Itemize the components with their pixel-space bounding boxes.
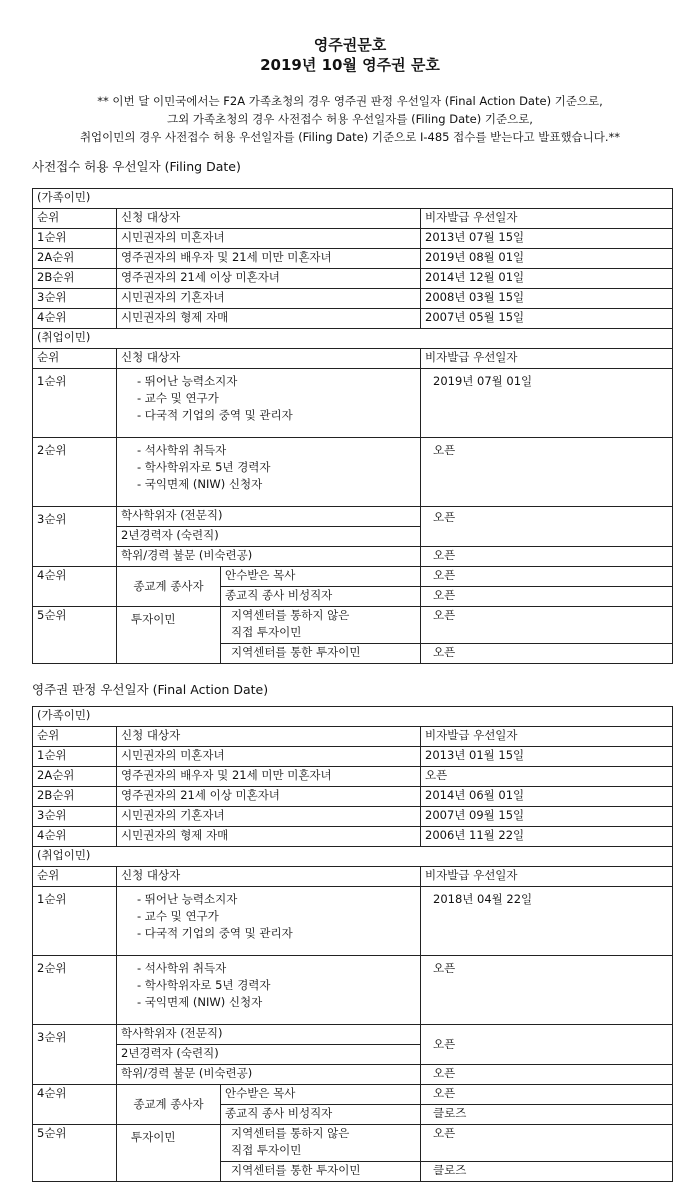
target-line-1: 지역센터를 통하지 않은 — [231, 608, 350, 622]
col-target-header: 신청 대상자 — [117, 349, 421, 369]
group-cell: 종교계 종사자 — [117, 1085, 221, 1125]
target-cell: 학위/경력 불문 (비숙련공) — [117, 547, 421, 567]
col-target-header: 신청 대상자 — [117, 209, 421, 229]
target-cell — [221, 1125, 421, 1162]
filing-section-title: 사전접수 허용 우선일자 (Filing Date) — [32, 159, 241, 174]
date-cell: 오픈 — [421, 587, 673, 607]
rank-cell: 3순위 — [33, 507, 117, 567]
col-target-header: 신청 대상자 — [117, 727, 421, 747]
group-cell: 종교계 종사자 — [117, 567, 221, 607]
date-cell: 2013년 07월 15일 — [421, 229, 673, 249]
target-cell: 영주권자의 21세 이상 미혼자녀 — [117, 269, 421, 289]
target-cell: 시민권자의 미혼자녀 — [117, 229, 421, 249]
notice-line-3: 취업이민의 경우 사전접수 허용 우선일자를 (Filing Date) 기준으로 I-485 접수를 받는다고 발표했습니다.** — [79, 130, 621, 144]
table-row — [33, 289, 673, 309]
list-item: - 다국적 기업의 중역 및 관리자 — [137, 408, 293, 422]
list-item: - 교수 및 연구가 — [137, 391, 219, 405]
date-cell: 오픈 — [421, 644, 673, 664]
target-cell: 영주권자의 배우자 및 21세 미만 미혼자녀 — [117, 249, 421, 269]
table-row — [33, 747, 673, 767]
target-cell: 안수받은 목사 — [221, 1085, 421, 1105]
col-rank-header: 순위 — [33, 867, 117, 887]
rank-cell: 1순위 — [33, 369, 117, 438]
date-cell: 2014년 12월 01일 — [421, 269, 673, 289]
date-cell: 오픈 — [421, 547, 673, 567]
rank-cell: 3순위 — [33, 1025, 117, 1085]
table-row — [33, 887, 673, 956]
table-row — [33, 309, 673, 329]
table-row — [33, 956, 673, 1025]
target-cell — [221, 607, 421, 644]
target-cell — [117, 887, 421, 956]
list-item: - 국익면제 (NIW) 신청자 — [137, 995, 263, 1009]
rank-cell: 3순위 — [33, 289, 117, 309]
target-cell: 지역센터를 통한 투자이민 — [221, 644, 421, 664]
target-cell — [117, 956, 421, 1025]
final-section-title: 영주권 판정 우선일자 (Final Action Date) — [32, 682, 269, 697]
date-cell: 2018년 04월 22일 — [421, 887, 673, 956]
date-cell: 2014년 06월 01일 — [421, 787, 673, 807]
target-cell: 시민권자의 미혼자녀 — [117, 747, 421, 767]
list-item: - 석사학위 취득자 — [137, 961, 227, 975]
target-cell: 영주권자의 21세 이상 미혼자녀 — [117, 787, 421, 807]
target-cell: 2년경력자 (숙련직) — [117, 527, 421, 547]
rank-cell: 1순위 — [33, 229, 117, 249]
date-cell: 오픈 — [421, 1085, 673, 1105]
table-row — [33, 1025, 673, 1045]
date-cell: 2006년 11월 22일 — [421, 827, 673, 847]
date-cell: 오픈 — [421, 1025, 673, 1065]
notice-text — [0, 92, 700, 146]
target-cell: 시민권자의 기혼자녀 — [117, 807, 421, 827]
date-cell: 2007년 05월 15일 — [421, 309, 673, 329]
final-table — [32, 706, 673, 1182]
list-item: - 교수 및 연구가 — [137, 909, 219, 923]
table-row — [33, 1085, 673, 1105]
notice-line-2: 그외 가족초청의 경우 사전접수 허용 우선일자를 (Filing Date) 기준으로, — [167, 112, 533, 126]
family-section-label: (가족이민) — [33, 707, 673, 727]
group-cell: 투자이민 — [117, 1125, 221, 1182]
target-cell: 영주권자의 배우자 및 21세 미만 미혼자녀 — [117, 767, 421, 787]
date-cell: 오픈 — [421, 567, 673, 587]
employment-section-label: (취업이민) — [33, 329, 673, 349]
table-row — [33, 827, 673, 847]
rank-cell: 4순위 — [33, 309, 117, 329]
notice-line-1: ** 이번 달 이민국에서는 F2A 가족초청의 경우 영주권 판정 우선일자 (Final Action Date) 기준으로, — [97, 94, 603, 108]
target-line-2: 직접 투자이민 — [231, 1143, 302, 1157]
family-section-label: (가족이민) — [33, 189, 673, 209]
col-date-header: 비자발급 우선일자 — [421, 349, 673, 369]
employment-section-label: (취업이민) — [33, 847, 673, 867]
col-rank-header: 순위 — [33, 727, 117, 747]
target-cell — [117, 369, 421, 438]
table-row — [33, 547, 673, 567]
filing-table — [32, 188, 673, 664]
table-row — [33, 787, 673, 807]
date-cell: 오픈 — [421, 1065, 673, 1085]
date-cell: 오픈 — [421, 956, 673, 1025]
target-cell: 지역센터를 통한 투자이민 — [221, 1162, 421, 1182]
date-cell: 2019년 08월 01일 — [421, 249, 673, 269]
table-row — [33, 607, 673, 644]
col-rank-header: 순위 — [33, 349, 117, 369]
rank-cell: 4순위 — [33, 827, 117, 847]
target-cell: 안수받은 목사 — [221, 567, 421, 587]
rank-cell: 2B순위 — [33, 787, 117, 807]
rank-cell: 2순위 — [33, 956, 117, 1025]
table-row — [33, 567, 673, 587]
date-cell: 2013년 01월 15일 — [421, 747, 673, 767]
rank-cell: 2순위 — [33, 438, 117, 507]
table-row — [33, 807, 673, 827]
target-cell: 학사학위자 (전문직) — [117, 507, 421, 527]
date-cell: 오픈 — [421, 507, 673, 547]
date-cell: 2007년 09월 15일 — [421, 807, 673, 827]
rank-cell: 3순위 — [33, 807, 117, 827]
target-line-2: 직접 투자이민 — [231, 625, 302, 639]
col-date-header: 비자발급 우선일자 — [421, 867, 673, 887]
date-cell: 오픈 — [421, 607, 673, 644]
col-rank-header: 순위 — [33, 209, 117, 229]
rank-cell: 2B순위 — [33, 269, 117, 289]
target-cell — [117, 438, 421, 507]
target-cell: 2년경력자 (숙련직) — [117, 1045, 421, 1065]
table-row — [33, 507, 673, 527]
table-row — [33, 269, 673, 289]
date-cell: 2008년 03월 15일 — [421, 289, 673, 309]
table-row — [33, 438, 673, 507]
target-line-1: 지역센터를 통하지 않은 — [231, 1126, 350, 1140]
table-row — [33, 1125, 673, 1162]
group-cell: 투자이민 — [117, 607, 221, 664]
target-cell: 학위/경력 불문 (비숙련공) — [117, 1065, 421, 1085]
table-row — [33, 767, 673, 787]
list-item: - 다국적 기업의 중역 및 관리자 — [137, 926, 293, 940]
rank-cell: 2A순위 — [33, 767, 117, 787]
list-item: - 뛰어난 능력소지자 — [137, 374, 238, 388]
date-cell: 2019년 07월 01일 — [421, 369, 673, 438]
col-target-header: 신청 대상자 — [117, 867, 421, 887]
list-item: - 학사학위자로 5년 경력자 — [137, 460, 271, 474]
table-row — [33, 369, 673, 438]
page-title: 영주권문호 — [313, 36, 387, 54]
rank-cell: 5순위 — [33, 607, 117, 664]
rank-cell: 4순위 — [33, 567, 117, 607]
table-row — [33, 249, 673, 269]
rank-cell: 4순위 — [33, 1085, 117, 1125]
rank-cell: 2A순위 — [33, 249, 117, 269]
date-cell: 오픈 — [421, 767, 673, 787]
target-cell: 학사학위자 (전문직) — [117, 1025, 421, 1045]
target-cell: 시민권자의 기혼자녀 — [117, 289, 421, 309]
date-cell: 클로즈 — [421, 1105, 673, 1125]
date-cell: 클로즈 — [421, 1162, 673, 1182]
rank-cell: 1순위 — [33, 887, 117, 956]
col-date-header: 비자발급 우선일자 — [421, 727, 673, 747]
list-item: - 국익면제 (NIW) 신청자 — [137, 477, 263, 491]
col-date-header: 비자발급 우선일자 — [421, 209, 673, 229]
table-row — [33, 229, 673, 249]
target-cell: 종교직 종사 비성직자 — [221, 1105, 421, 1125]
rank-cell: 5순위 — [33, 1125, 117, 1182]
rank-cell: 1순위 — [33, 747, 117, 767]
target-cell: 종교직 종사 비성직자 — [221, 587, 421, 607]
list-item: - 뛰어난 능력소지자 — [137, 892, 238, 906]
table-row — [33, 1065, 673, 1085]
date-cell: 오픈 — [421, 438, 673, 507]
target-cell: 시민권자의 형제 자매 — [117, 309, 421, 329]
date-cell: 오픈 — [421, 1125, 673, 1162]
page-subtitle: 2019년 10월 영주권 문호 — [260, 56, 440, 74]
list-item: - 석사학위 취득자 — [137, 443, 227, 457]
list-item: - 학사학위자로 5년 경력자 — [137, 978, 271, 992]
target-cell: 시민권자의 형제 자매 — [117, 827, 421, 847]
